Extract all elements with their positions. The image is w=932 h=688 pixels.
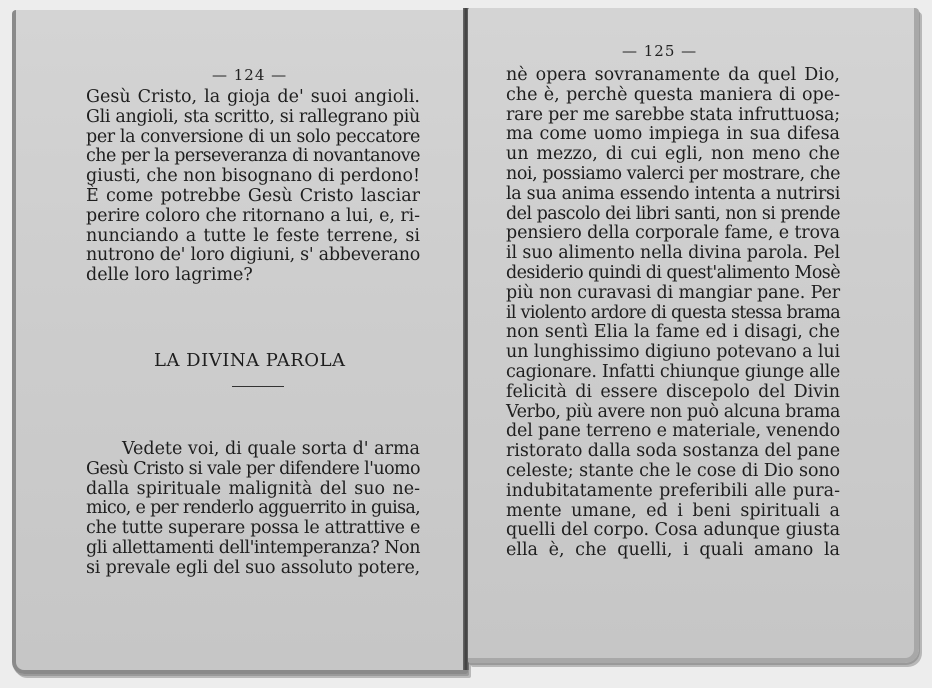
- text-line: per la conversione di un solo peccatore: [86, 126, 420, 147]
- text-line: mico, e per renderlo agguerrito in guisa,: [86, 498, 420, 519]
- section-heading: LA DIVINA PAROLA: [154, 350, 346, 371]
- text-line: nè opera sovranamente da quel Dio,: [506, 65, 840, 85]
- left-page: [12, 10, 468, 674]
- text-line: dalla spirituale malignità del suo ne-: [86, 478, 420, 499]
- left-page-top-paragraph: [86, 88, 420, 286]
- text-line: cagionare. Infatti chiunque giunge alle: [506, 361, 840, 382]
- text-line: del pascolo dei libri santi, non si prende: [506, 203, 840, 224]
- text-line: non sentì Elia la fame ed i disagi, che: [506, 322, 840, 343]
- text-line: ella è, che quelli, i quali amano la: [506, 540, 840, 561]
- right-page-paragraph: [506, 66, 840, 561]
- text-line: Gli angioli, sta scritto, si rallegrano più: [86, 106, 420, 127]
- text-line: ma come uomo impiega in sua difesa: [506, 124, 840, 145]
- right-page-number: — 125 —: [622, 42, 698, 60]
- heading-rule: [232, 386, 284, 387]
- text-line: Gesù Cristo, la gioja de' suoi angioli.: [86, 87, 420, 107]
- text-line: Gesù Cristo si vale per difendere l'uomo: [86, 458, 420, 479]
- text-line: il violento ardore di questa stessa brama: [506, 302, 840, 323]
- text-line: del pane terreno e materiale, venendo: [506, 421, 840, 442]
- text-line: perire coloro che ritornano a lui, e, ri-: [86, 205, 420, 226]
- text-line: che tutte superare possa le attrattive e: [86, 518, 420, 539]
- text-line: gli allettamenti dell'intemperanza? Non: [86, 537, 420, 558]
- left-page-number: — 124 —: [212, 66, 288, 84]
- text-line: pensiero della corporale fame, e trova: [506, 223, 840, 244]
- text-line: mente umane, ed i beni spirituali a: [506, 500, 840, 521]
- text-line: il suo alimento nella divina parola. Pel: [506, 243, 840, 264]
- text-line: quelli del corpo. Cosa adunque giusta: [506, 520, 840, 541]
- text-line: nutrono de' loro digiuni, s' abbeverano: [86, 245, 420, 266]
- text-line: delle loro lagrime?: [86, 265, 253, 286]
- text-line: È come potrebbe Gesù Cristo lasciar: [86, 185, 420, 206]
- text-line: felicità di essere discepolo del Divin: [506, 381, 840, 402]
- text-line: che per la perseveranza di novantanove: [86, 146, 420, 167]
- text-line: la sua anima essendo intenta a nutrirsi: [506, 183, 840, 204]
- text-line: un mezzo, di cui egli, non meno che: [506, 144, 840, 165]
- text-line: indubitatamente preferibili alle pura-: [506, 480, 840, 501]
- text-line: ristorato dalla soda sostanza del pane: [506, 441, 840, 462]
- text-line: rare per me sarebbe stata infruttuosa;: [506, 104, 840, 125]
- text-line: noi, possiamo valerci per mostrare, che: [506, 163, 840, 184]
- text-line: Vedete voi, di quale sorta d' arma: [122, 439, 420, 459]
- left-page-bottom-paragraph: [86, 440, 420, 579]
- text-line: Verbo, più avere non può alcuna brama: [506, 401, 840, 422]
- text-line: giusti, che non bisognano di perdono!: [86, 166, 420, 187]
- text-line: si prevale egli del suo assoluto potere,: [86, 557, 420, 578]
- text-line: celeste; stante che le cose di Dio sono: [506, 460, 840, 481]
- text-line: un lunghissimo digiuno potevano a lui: [506, 342, 840, 363]
- text-line: più non curavasi di mangiar pane. Per: [506, 282, 840, 303]
- right-page: [468, 8, 919, 663]
- text-line: che è, perchè questa maniera di ope-: [506, 84, 840, 105]
- text-line: desiderio quindi di quest'alimento Mosè: [506, 262, 840, 283]
- text-line: nunciando a tutte le feste terrene, si: [86, 225, 420, 246]
